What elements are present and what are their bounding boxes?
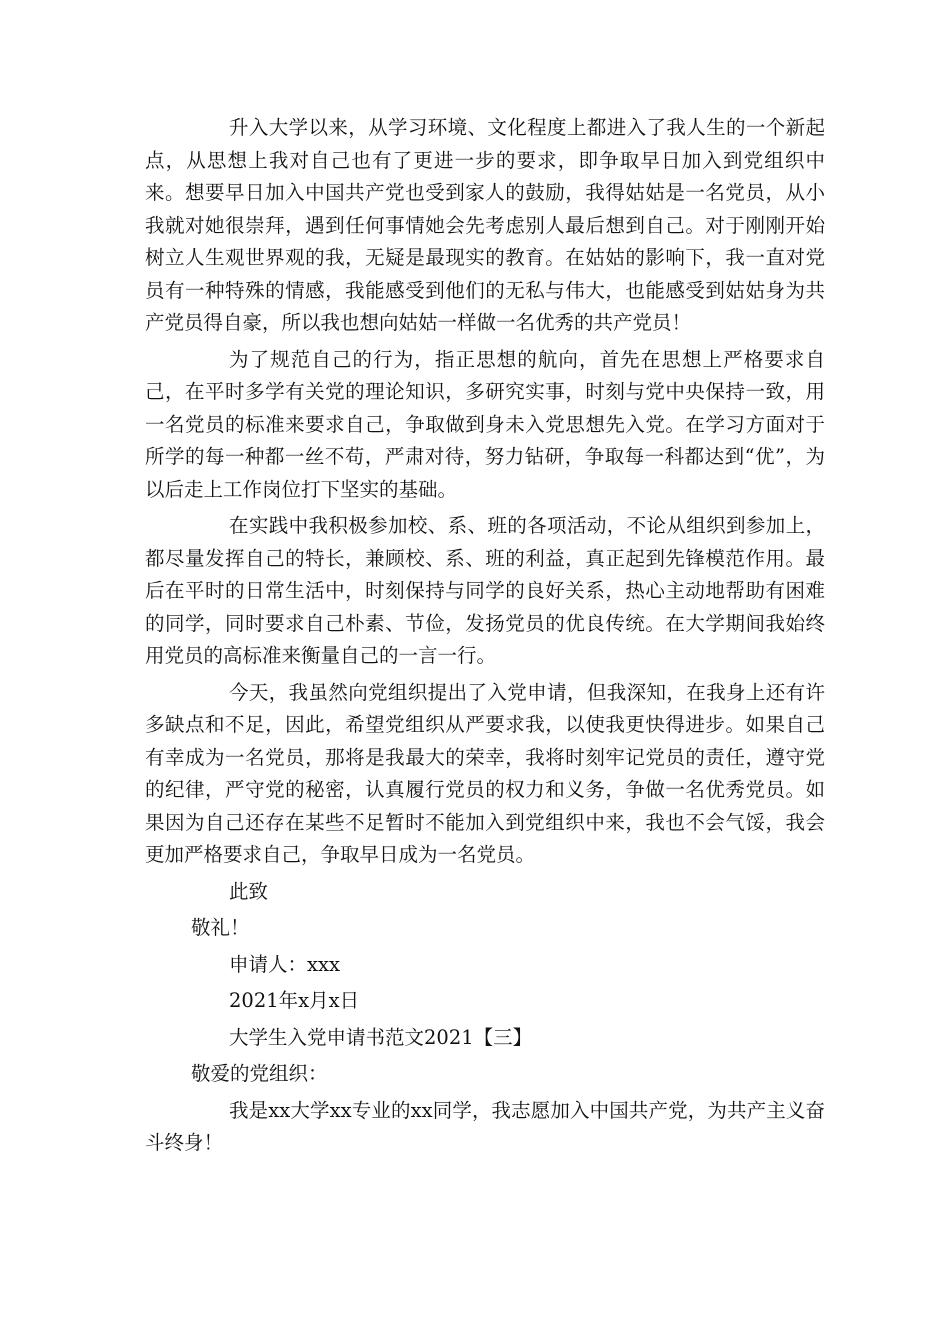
applicant-line: 申请人：xxx xyxy=(229,952,340,976)
date-line: 2021年x月x日 xyxy=(229,989,360,1012)
section-title: 大学生入党申请书范文2021【三】 xyxy=(229,1025,533,1049)
closing-line: 此致 xyxy=(229,879,269,903)
paragraph-1: 升入大学以来，从学习环境、文化程度上都进入了我人生的一个新起点，从思想上我对自己也有了更进一步的要求，即争取早日加入到党组织中来。想要早日加入中国共产党也受到家人的鼓励，我得姑姑是一名党员，从小我就对她很崇拜，遇到任何事情她会先考虑别人最后想到自己。对于刚刚开始树立人生观世界观的我，无疑是最现实的教育。在姑姑的影响下，我一直对党员有一种特殊的情感，我能感受到他们的无私与伟大，也能感受到姑姑身为共产党员得自豪，所以我也想向姑姑一样做一名优秀的共产党员！ xyxy=(145,116,825,334)
paragraph-3: 在实践中我积极参加校、系、班的各项活动，不论从组织到参加上，都尽量发挥自己的特长，兼顾校、系、班的利益，真正起到先锋模范作用。最后在平时的日常生活中，时刻保持与同学的良好关系，热心主动地帮助有困难的同学，同时要求自己朴素、节俭，发扬党员的优良传统。在大学期间我始终用党员的高标准来衡量自己的一言一行。 xyxy=(145,514,825,667)
paragraph-4: 今天，我虽然向党组织提出了入党申请，但我深知，在我身上还有许多缺点和不足，因此，希望党组织从严要求我，以使我更快得进步。如果自己有幸成为一名党员，那将是我最大的荣幸，我将时刻牢记党员的责任，遵守党的纪律，严守党的秘密，认真履行党员的权力和义务，争做一名优秀党员。如果因为自己还存在某些不足暂时不能加入到党组织中来，我也不会气馁，我会更加严格要求自己，争取早日成为一名党员。 xyxy=(145,680,825,866)
final-paragraph: 我是xx大学xx专业的xx同学，我志愿加入中国共产党，为共产主义奋斗终身！ xyxy=(145,1098,825,1154)
greeting-line: 敬爱的党组织： xyxy=(191,1062,328,1085)
salute-line: 敬礼！ xyxy=(191,916,250,939)
document-page xyxy=(145,112,825,1160)
paragraph-2: 为了规范自己的行为，指正思想的航向，首先在思想上严格要求自己，在平时多学有关党的理论知识，多研究实事，时刻与党中央保持一致，用一名党员的标准来要求自己，争取做到身未入党思想先入党。在学习方面对于所学的每一种都一丝不苟，严肃对待，努力钻研，争取每一科都达到“优”，为以后走上工作岗位打下坚实的基础。 xyxy=(145,347,825,501)
